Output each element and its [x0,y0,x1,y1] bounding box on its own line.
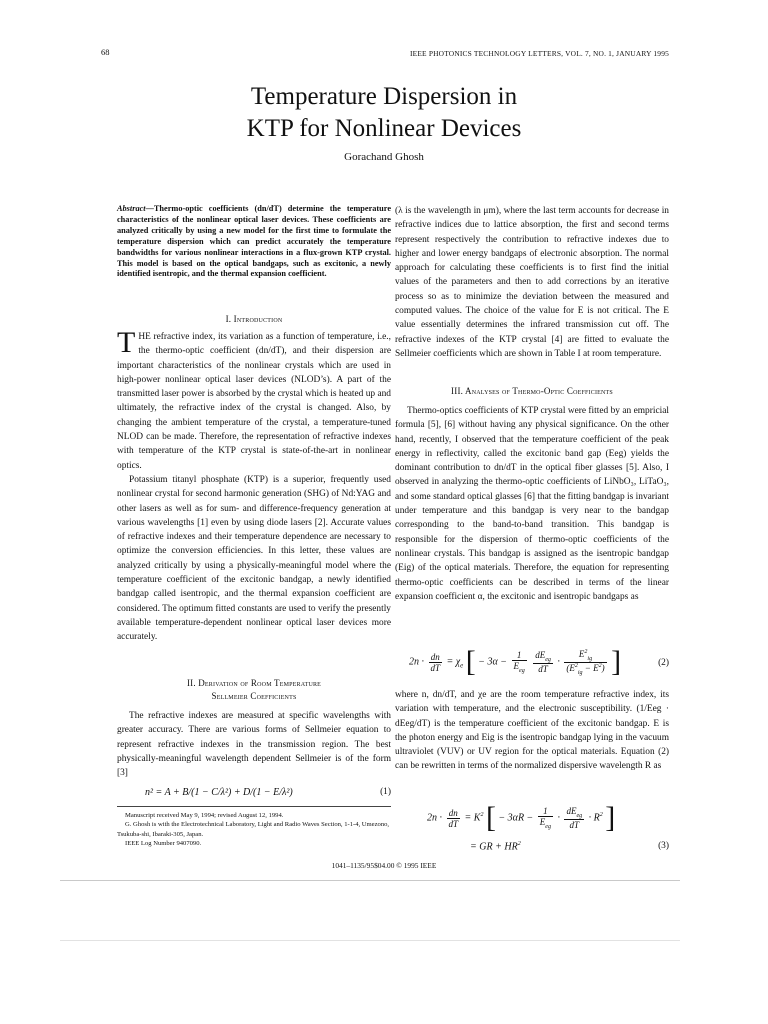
equation-3 [395,803,669,861]
scan-artifact-line [60,940,680,941]
thermo-optic-body-2 [395,688,669,774]
sellmeier-paragraph: The refractive indexes are measured at specific wavelengths with greater accuracy. There are various forms of Sellmeier equation to represent refractive indexes in the transmission region. The best physically-meaningful wavelength dependent Sellmeier is of the form [3] [117,711,391,779]
equation-1-body: n² = A + B/(1 − C/λ²) + D/(1 − E/λ²) [145,787,293,798]
thermo-optic-paragraph-1: Thermo-optics coefficients of KTP crystal were fitted by an empricial formula [5], [6] without having any physical significance. On the other hand, recently, I observed that the temperature coefficient of the peak energy in reflectivity, called the excitonic band gap (Eeg) yields the dominant contribution to dn/dT in the optical fiber glasses [5]. Also, I observed in analyzing the thermo-optic coefficients of LiNbO₃, LiTaO₃, and some standard optical glasses [6] that the fitting bandgap is invariant under temperature and this bandgap is very near to the bandgap corresponding to the band-to-band transition. This bandgap is responsible for the dispersion of thermo-optic coefficients of the nonlinear crystals. This bandgap is assigned as the isentropic bandgap (Eig) of the optical materials. Therefore, the equation for representing thermo-optic coefficients can be described in terms of the linear expansion coefficient α, the excitonic and isentropic bandgaps as [395,406,669,602]
abstract-label: Abstract— [117,204,154,213]
intro-paragraph-2: Potassium titanyl phosphate (KTP) is a superior, frequently used nonlinear crystal for second harmonic generation (SHG) of Nd:YAG and other lasers as well as for sum- and difference-frequency generation at various wavelengths [1] even by using diode lasers [2]. Accurate values of refractive indexes and their temperature dependence are necessary to optimize the conversion efficiencies. In this letter, these values are analyzed critically by using a physically-meaningful model where the temperature coefficient of the excitonic bandgap, a newly identified bandgap called isentropic, and the thermal expansion coefficient are considered. The optimum fitted constants are used to verify the presently available temperature-dependent nonlinear optical laser devices more accurately. [117,474,391,643]
footnote [117,811,391,848]
equation-2 [395,647,669,681]
paper-title [80,81,688,145]
footnote-log-number: IEEE Log Number 9407090. [125,839,202,847]
equation-3-number: (3) [658,841,669,851]
section-heading-thermo-optic: III. Analyses of Thermo-Optic Coefficients [451,386,613,396]
section-heading-introduction: I. Introduction [225,314,283,324]
copyright-line: 1041–1135/95$04.00 © 1995 IEEE [331,861,437,870]
sellmeier-body [117,709,391,780]
running-head: IEEE PHOTONICS TECHNOLOGY LETTERS, VOL. 7, NO. 1, JANUARY 1995 [409,49,669,58]
intro-paragraph-1: THE refractive index, its variation as a function of temperature, i.e., the thermo-optic coefficient (dn/dT), and their dispersion are important characteristics of the nonlinear crystals which are used in high-power nonlinear optical laser devices (NLOD’s). A part of the transmitted laser power is absorbed by the crystal which is heated up and ultimately, the refractive index of the crystal is changed. Also, by changing the ambient temperature of the crystal, a temperature-tuned NLOD can be made. Therefore, the representation of refractive indexes with temperature of the KTP crystal is state-of-the-art in nonlinear optics. [117,326,391,471]
introduction-body [117,326,391,645]
right-column-intro-continued [395,204,669,361]
page-number: 68 [101,47,110,57]
footnote-received: Manuscript received May 9, 1994; revised August 12, 1994. [125,812,284,819]
author-name: Gorachand Ghosh [344,151,424,163]
abstract [117,204,391,280]
drop-cap: T [117,326,136,359]
footnote-rule [117,806,391,807]
title-line-1: Temperature Dispersion in [250,83,518,110]
title-line-2: KTP for Nonlinear Devices [246,115,522,142]
section-heading-sellmeier: II. Derivation of Room Temperature Sellmeier Coefficients [186,678,322,701]
equation-1 [117,787,391,803]
thermo-optic-paragraph-2: where n, dn/dT, and χe are the room temperature refractive index, its variation with temperature, and the electronic susceptibility. (1/Eeg · dEeg/dT) is the temperature coefficient of the excitonic bandgap. E is the photon energy and Eig is the isentropic bandgap lying in the vacuum ultraviolet (VUV) or UV region for the optical materials. Equation (2) can be rewritten in terms of the normalized dispersive wavelength R as [395,690,669,772]
equation-1-number: (1) [380,787,391,797]
sellmeier-explanation-paragraph: (λ is the wavelength in μm), where the last term accounts for decrease in refractive indices due to lattice absorption, the first and second terms represent respectively the contribution to refractive indexes due to higher and lower energy bandgaps of electronic absorption. The normal approach for calculating these coefficients is to first find the initial values of the parameters and then to add corrections by an iterative process so as to minimize the deviation between the measured and computed values. The choice of the value for E is not critical. The E value essentially determines the infrared transmission cut off. The refractive indexes of the KTP crystal [4] are fitted to evaluate the Sellmeier coefficients which are shown in Table I at room temperature. [395,206,669,359]
equation-3-line-1: 2n · $\frac{dn}{dT}$ = $K^2$ [ − 3αR − $\frac{1}{E_{eg}}$ · $\frac{dE_{eg}}{dT}$ · $R^2$ ] [427,801,616,834]
scan-artifact-line [60,880,680,881]
equation-3-line-2: = GR + $HR^2$ [470,841,521,853]
equation-2-number: (2) [658,658,669,668]
footnote-affiliation: G. Ghosh is with the Electrotechnical Laboratory, Light and Radio Waves Section, 1-1-4, Umezono, Tsukuba-shi, Ibaraki-305, Japan. [117,821,390,838]
abstract-text: Thermo-optic coefficients (dn/dT) determine the temperature characteristics of the nonlinear optical laser devices. These coefficients are analyzed critically by using a new model for the first time to formulate the temperature dispersion which can predict accurately the temperature bandwidths for various nonlinear interactions in a flux-grown KTP crystal. This model is based on the optical bandgaps, such as excitonic, a newly identified isentropic, and the thermal expansion coefficient. [117,204,391,279]
thermo-optic-body [395,404,669,604]
equation-2-body: 2n · $\frac{dn}{dT}$ = $\chi_e$ [ − 3α − $\frac{1}{E_{eg}}$ $\frac{dE_{eg}}{dT}$ · $\frac{E^2_{ig}}{(E^2_{ig} - E^2)}$ ] [409,645,622,678]
